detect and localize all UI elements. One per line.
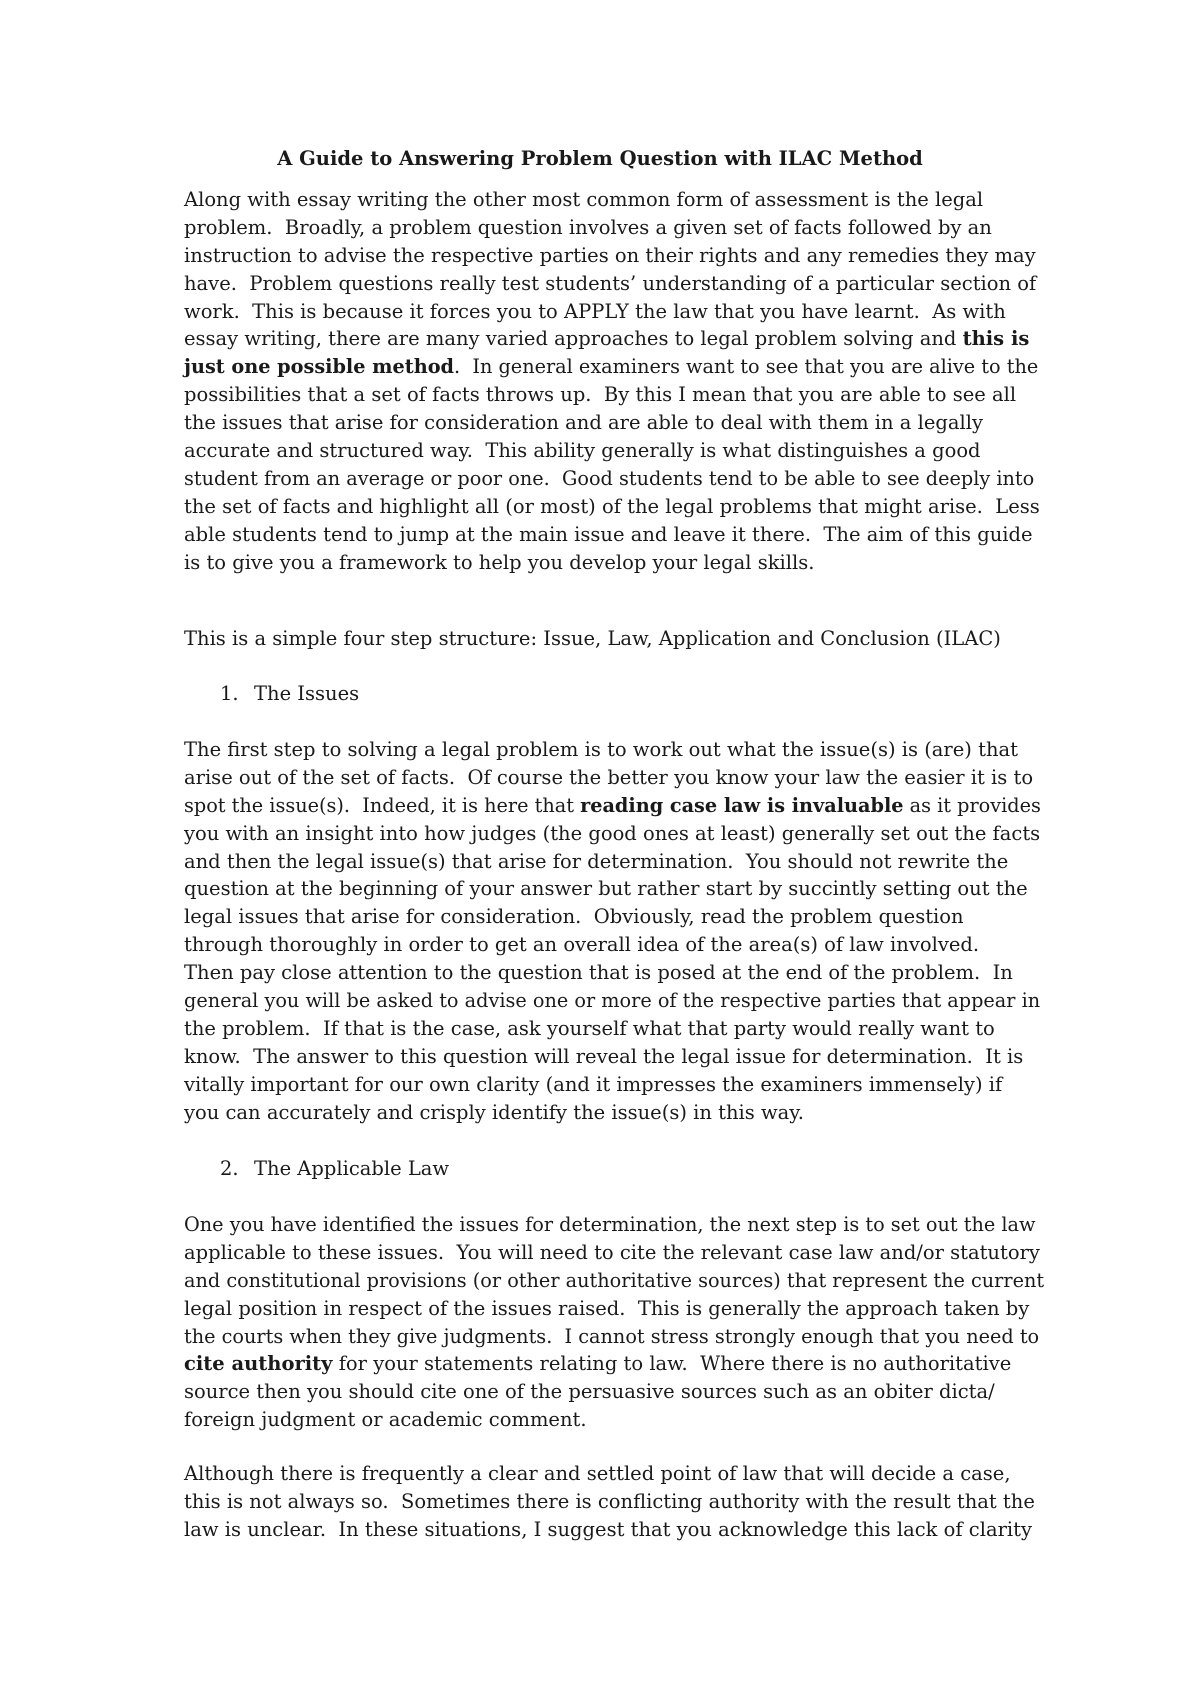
text-line: question at the beginning of your answer but rather start by succintly setting out the [184,877,1028,901]
section-heading-issues [184,680,359,708]
text-line: the problem. If that is the case, ask yourself what that party would really want to [184,1016,995,1040]
text-line: instruction to advise the respective parties on their rights and any remedies they may [184,243,1036,267]
list-number: 1. [220,682,239,705]
text-line: source then you should cite one of the persuasive sources such as an obiter dicta/ [184,1380,995,1404]
text-line: law is unclear. In these situations, I suggest that you acknowledge this lack of clarity [184,1517,1032,1541]
text-line: This is a simple four step structure: Issue, Law, Application and Conclusion (ILAC) [184,627,1001,650]
text-line: accurate and structured way. This ability generally is what distinguishes a good [184,439,981,463]
section-heading-applicable-law [184,1155,449,1183]
applicable-law-paragraph [184,1211,1044,1434]
text-line: is to give you a framework to help you develop your legal skills. [184,550,815,574]
text-line: student from an average or poor one. Good students tend to be able to see deeply into [184,466,1035,490]
text-line [184,1350,1044,1378]
structure-paragraph [184,625,1044,653]
text-line: applicable to these issues. You will need to cite the relevant case law and/or statutory [184,1240,1040,1264]
text-line: arise out of the set of facts. Of course the better you know your law the easier it is to [184,765,1034,789]
text-line: through thoroughly in order to get an overall idea of the area(s) of law involved. [184,933,980,957]
text-line: able students tend to jump at the main issue and leave it there. The aim of this guide [184,522,1033,546]
bold-phrase: reading case law is invaluable [580,793,904,817]
text-line: Then pay close attention to the question that is posed at the end of the problem. In [184,961,1013,985]
text-line: foreign judgment or academic comment. [184,1408,587,1432]
text-line: the courts when they give judgments. I cannot stress strongly enough that you need to [184,1324,1040,1348]
text-line: the issues that arise for consideration and are able to deal with them in a legally [184,411,983,435]
text-line: and constitutional provisions (or other authoritative sources) that represent the current [184,1268,1045,1292]
heading-label: The Applicable Law [254,1157,450,1180]
text-line: problem. Broadly, a problem question involves a given set of facts followed by an [184,215,992,239]
text-line [184,325,1044,353]
heading-label: The Issues [254,682,360,705]
text-line: you with an insight into how judges (the good ones at least) generally set out the facts [184,821,1041,845]
text-line: possibilities that a set of facts throws up. By this I mean that you are able to see all [184,383,1017,407]
text-line: work. This is because it forces you to APPLY the law that you have learnt. As with [184,299,1006,323]
text-line: have. Problem questions really test students’ understanding of a particular section of [184,271,1037,295]
conflicting-authority-paragraph [184,1460,1044,1544]
text-line: the set of facts and highlight all (or most) of the legal problems that might arise. Less [184,494,1040,518]
list-number: 2. [220,1157,239,1180]
text-line: this is not always so. Sometimes there is conflicting authority with the result that the [184,1489,1035,1513]
text-line: general you will be asked to advise one or more of the respective parties that appear in [184,989,1041,1013]
text-line: you can accurately and crisply identify the issue(s) in this way. [184,1100,804,1124]
text-segment: for your statements relating to law. Where there is no authoritative [332,1352,1012,1376]
text-line: Although there is frequently a clear and settled point of law that will decide a case, [184,1462,1011,1485]
bold-phrase: cite authority [184,1352,333,1376]
text-line: legal position in respect of the issues raised. This is generally the approach taken by [184,1296,1030,1320]
bold-phrase: this is [962,327,1030,351]
text-line: vitally important for our own clarity (and it impresses the examiners immensely) if [184,1072,1003,1096]
text-line: Along with essay writing the other most common form of assessment is the legal [184,188,984,211]
document-title: A Guide to Answering Problem Question with ILAC Method [277,147,923,170]
text-segment: . In general examiners want to see that you are alive to the [454,355,1039,379]
text-line: know. The answer to this question will reveal the legal issue for determination. It is [184,1044,1024,1068]
text-line [184,353,1044,381]
text-line [184,792,1044,820]
text-segment: essay writing, there are many varied approaches to legal problem solving and [184,327,963,351]
bold-phrase: just one possible method [184,355,454,379]
text-line: and then the legal issue(s) that arise for determination. You should not rewrite the [184,849,1009,873]
text-line: The first step to solving a legal problem is to work out what the issue(s) is (are) that [184,738,1018,761]
text-segment: as it provides [903,793,1041,817]
issues-paragraph [184,736,1044,1126]
text-line: legal issues that arise for consideration. Obviously, read the problem question [184,905,964,929]
text-line: One you have identified the issues for determination, the next step is to set out the law [184,1213,1036,1236]
text-segment: spot the issue(s). Indeed, it is here that [184,793,581,817]
intro-paragraph [184,186,1044,576]
